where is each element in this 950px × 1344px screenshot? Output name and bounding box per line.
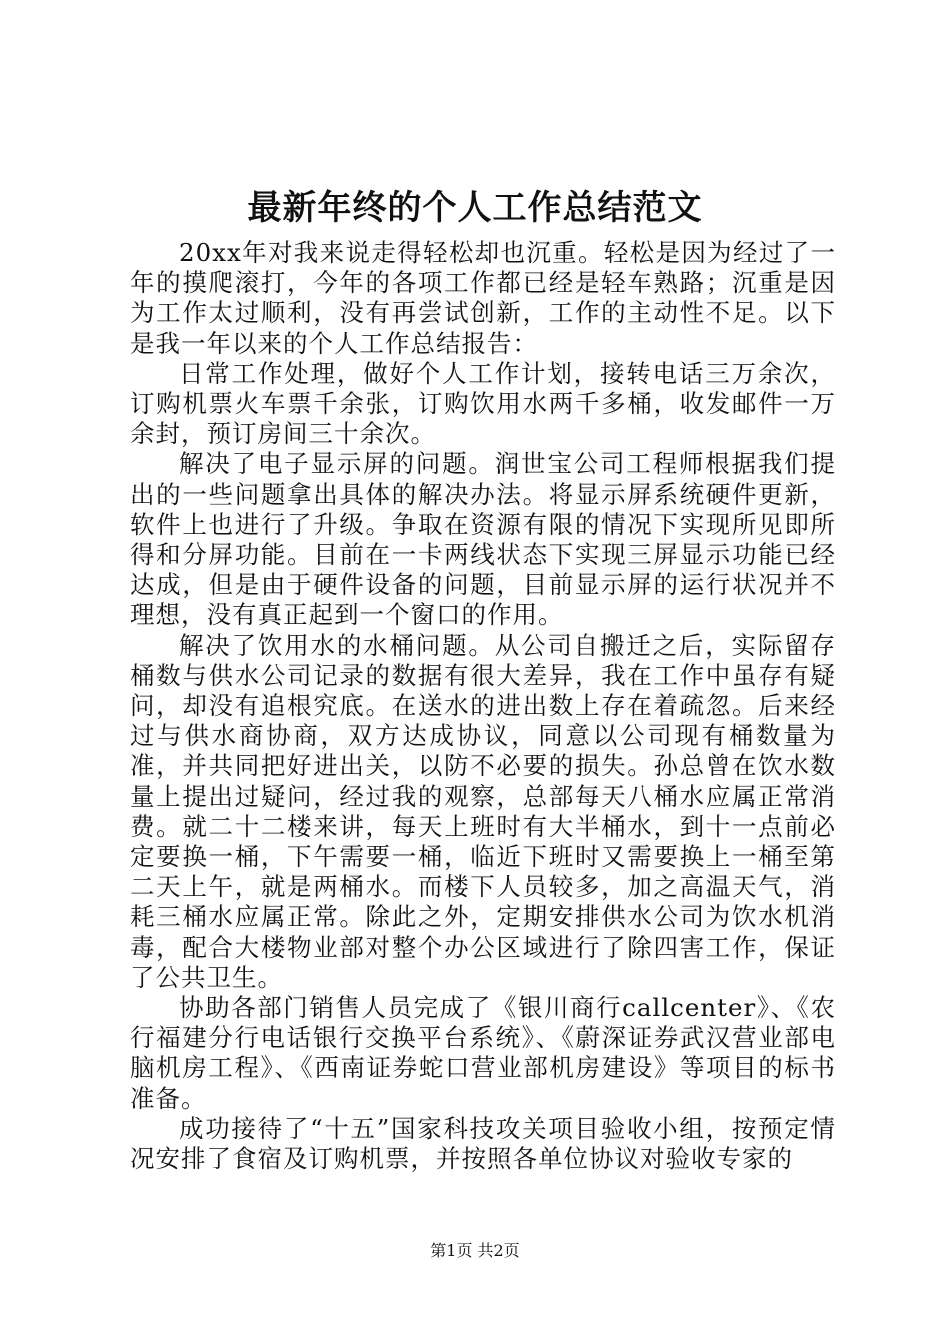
paragraph-drinking-water: 解决了饮用水的水桶问题。从公司自搬迁之后，实际留存桶数与供水公司记录的数据有很大差异，我在工作中虽存有疑问，却没有追根究底。在送水的进出数上存在着疏忽。后来经过与供水商协商，双方达成协议，同意以公司现有桶数量为准，并共同把好进出关，以防不必要的损失。孙总曾在饮水数量上提出过疑问，经过我的观察，总部每天八桶水应属正常消费。就二十二楼来讲，每天上班时有大半桶水，到十一点前必定要换一桶，下午需要一桶，临近下班时又需要换上一桶至第二天上午，就是两桶水。而楼下人员较多，加之高温天气，消耗三桶水应属正常。除此之外，定期安排供水公司为饮水机消毒，配合大楼物业部对整个办公区域进行了除四害工作，保证了公共卫生。 [130, 630, 836, 992]
document-body [130, 238, 836, 1174]
page-footer: 第1页 共2页 [430, 1241, 520, 1260]
document-title: 最新年终的个人工作总结范文 [247, 188, 703, 228]
paragraph-intro: 20xx年对我来说走得轻松却也沉重。轻松是因为经过了一年的摸爬滚打，今年的各项工作都已经是轻车熟路；沉重是因为工作太过顺利，没有再尝试创新，工作的主动性不足。以下是我一年以来的个人工作总结报告： [130, 238, 836, 358]
paragraph-daily-work: 日常工作处理，做好个人工作计划，接转电话三万余次，订购机票火车票千余张，订购饮用水两千多桶，收发邮件一万余封，预订房间三十余次。 [130, 358, 836, 449]
paragraph-reception: 成功接待了“十五”国家科技攻关项目验收小组，按预定情况安排了食宿及订购机票，并按照各单位协议对验收专家的 [130, 1113, 836, 1174]
paragraph-display-screen: 解决了电子显示屏的问题。润世宝公司工程师根据我们提出的一些问题拿出具体的解决办法。将显示屏系统硬件更新，软件上也进行了升级。争取在资源有限的情况下实现所见即所得和分屏功能。目前在一卡两线状态下实现三屏显示功能已经达成，但是由于硬件设备的问题，目前显示屏的运行状况并不理想，没有真正起到一个窗口的作用。 [130, 449, 836, 630]
paragraph-bid-documents: 协助各部门销售人员完成了《银川商行callcenter》、《农行福建分行电话银行交换平台系统》、《蔚深证券武汉营业部电脑机房工程》、《西南证券蛇口营业部机房建设》等项目的标书准备。 [130, 993, 836, 1113]
